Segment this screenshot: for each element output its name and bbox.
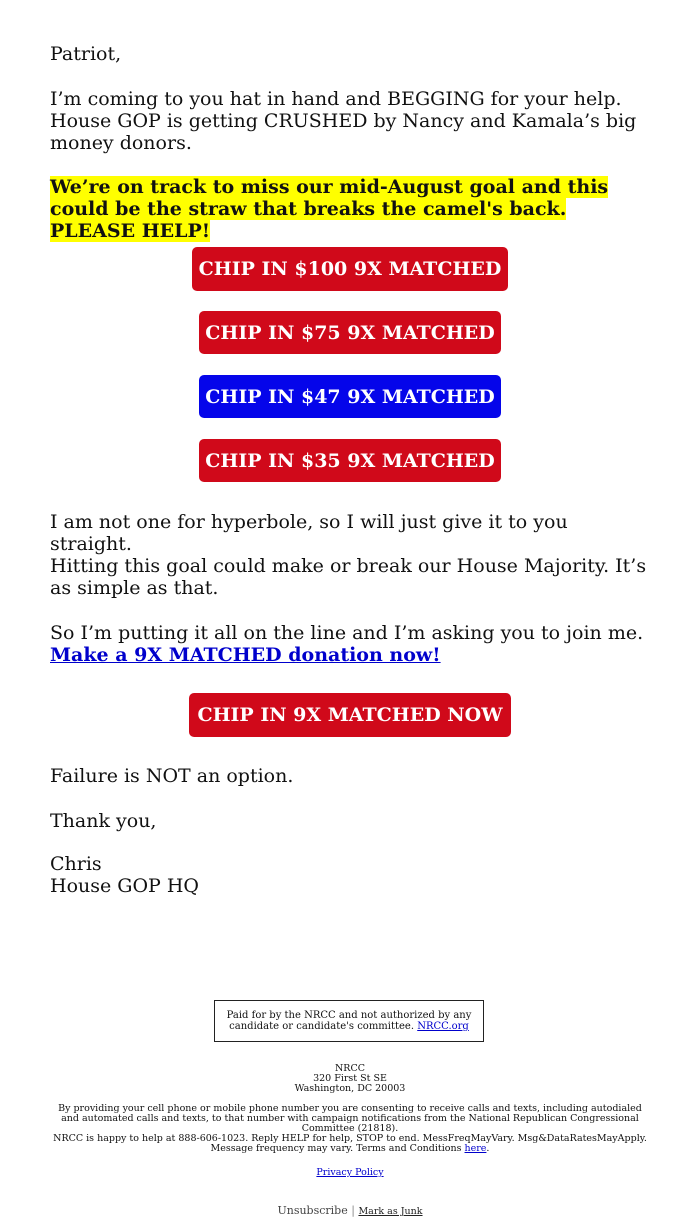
nrcc-org-link[interactable]: NRCC.org (417, 1021, 469, 1032)
hyperbole-paragraph: I am not one for hyperbole, so I will just give it to you straight. (50, 511, 568, 555)
greeting: Patriot, (50, 43, 122, 65)
all-on-line-text: So I’m putting it all on the line and I’m asking you to join me. (50, 622, 644, 644)
address-name: NRCC (334, 1063, 365, 1074)
help-period: . (486, 1143, 490, 1154)
mark-as-junk-link[interactable]: Mark as Junk (358, 1206, 423, 1217)
thanks-line: Thank you, (50, 810, 157, 832)
signature-name: Chris (50, 853, 102, 875)
signature-org: House GOP HQ (50, 875, 200, 897)
intro-paragraph: I’m coming to you hat in hand and BEGGING for your help. House GOP is getting CRUSHED by Nancy and Kamala’s big money donors. (50, 88, 637, 154)
chip-in-47-button[interactable]: CHIP IN $47 9X MATCHED (199, 375, 501, 418)
terms-here-link[interactable]: here (464, 1143, 487, 1154)
chip-in-100-button[interactable]: CHIP IN $100 9X MATCHED (192, 247, 508, 291)
separator: | (351, 1204, 355, 1217)
paid-for-text: Paid for by the NRCC and not authorized by any candidate or candidate's committee. (226, 1010, 472, 1032)
highlight-paragraph (50, 176, 650, 242)
chip-in-now-button[interactable]: CHIP IN 9X MATCHED NOW (189, 693, 511, 737)
help-text (48, 1134, 652, 1154)
help-text-body: NRCC is happy to help at 888-606-1023. Reply HELP for help, STOP to end. MessFreqMayVary. Msg&DataRatesMayApply. Message frequency may vary. Terms and Conditions (53, 1133, 647, 1154)
highlight-text: We’re on track to miss our mid-August goal and this could be the straw that breaks the camel's back. PLEASE HELP! (50, 176, 609, 242)
mailing-address (48, 1064, 652, 1094)
chip-in-35-button[interactable]: CHIP IN $35 9X MATCHED (199, 439, 501, 482)
unsubscribe-link[interactable]: Unsubscribe (277, 1204, 348, 1217)
address-city: Washington, DC 20003 (294, 1083, 406, 1094)
all-on-line-paragraph (50, 622, 650, 666)
goal-paragraph: Hitting this goal could make or break our House Majority. It’s as simple as that. (50, 555, 647, 599)
donate-now-link[interactable]: Make a 9X MATCHED donation now! (50, 644, 441, 666)
address-street: 320 First St SE (313, 1073, 387, 1084)
signature (50, 853, 650, 897)
unsubscribe-bar (0, 1204, 700, 1217)
sms-consent-text: By providing your cell phone or mobile phone number you are consenting to receive calls and texts, including autodialed and automated calls and texts, to that number with campaign notifications from the National Republican Congressional Committee (21818). (58, 1103, 642, 1134)
failure-line: Failure is NOT an option. (50, 765, 294, 787)
paid-for-disclaimer (214, 1000, 484, 1042)
chip-in-75-button[interactable]: CHIP IN $75 9X MATCHED (199, 311, 501, 354)
privacy-line (48, 1168, 652, 1178)
privacy-policy-link[interactable]: Privacy Policy (316, 1167, 384, 1178)
